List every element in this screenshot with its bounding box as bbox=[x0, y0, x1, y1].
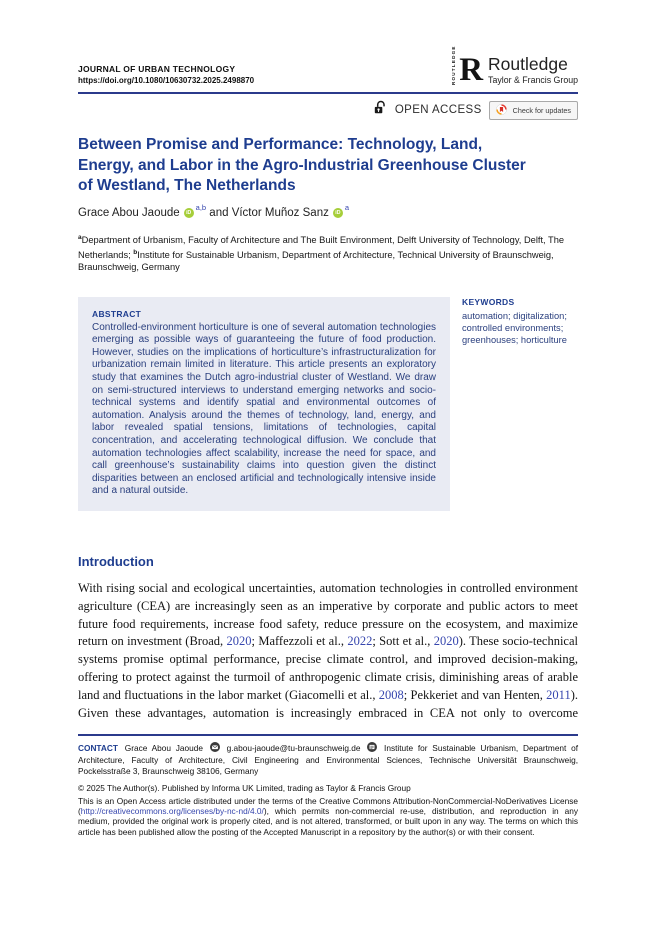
intro-text: ; Sott et al., bbox=[372, 634, 434, 649]
article-title-line: of Westland, The Netherlands bbox=[78, 177, 296, 194]
section-heading-introduction: Introduction bbox=[78, 553, 154, 569]
keywords-heading: KEYWORDS bbox=[462, 296, 515, 307]
footnote-area bbox=[78, 734, 578, 837]
open-access-lock-icon bbox=[374, 100, 386, 120]
citation-link[interactable]: 2008 bbox=[378, 687, 404, 702]
author-affiliation-sup: a,b bbox=[195, 202, 207, 212]
contact-block bbox=[78, 742, 578, 777]
abstract-heading: ABSTRACT bbox=[92, 308, 142, 319]
copyright-line: © 2025 The Author(s). Published by Informa UK Limited, trading as Taylor & Francis Group bbox=[78, 783, 411, 794]
abstract-text: Controlled-environment horticulture is one of several automation technologies emerging as possible ways of guaranteeing the future of food production. However, studies on the implications of horticulture’s infrastructuralization for urbanization remain limited in literature. This article presents an exploratory study that examines the Dutch agro-industrial cluster of Westland. We draw on semi-structured interviews to understand emerging networks and socio-technical systems and identify spatial and environmental outcomes of automation. Analysis around the themes of technology, land, energy, and labor revealed spatial tensions, limitations of technologies, capital concentration, and accelerating technological diffusion. We conclude that automation technologies affect scalability, increase the need for space, and call greenhouse’s sustainability claims into question given the distinct disparities between an enclosed artificial and technologically intensive inside and a natural outside. bbox=[92, 321, 436, 497]
article-title-line: Energy, and Labor in the Agro-Industrial Greenhouse Cluster bbox=[78, 156, 526, 174]
license-url[interactable]: http://creativecommons.org/licenses/by-nc-nd/4.0/ bbox=[80, 805, 264, 816]
doi-link[interactable]: https://doi.org/10.1080/10630732.2025.2498870 bbox=[78, 76, 255, 85]
citation-link[interactable]: 2011 bbox=[546, 687, 571, 702]
citation-link[interactable]: 2020 bbox=[433, 634, 459, 649]
article-title-line: Between Promise and Performance: Technology, Land, bbox=[78, 136, 483, 153]
author-affiliation-sup: a bbox=[344, 202, 350, 212]
affiliation-b: Institute for Sustainable Urbanism, Department of Architecture, Technical University of Braunschweig, Braunschweig, Germany bbox=[78, 250, 554, 272]
open-access-label: OPEN ACCESS bbox=[394, 104, 482, 116]
affiliation-sup-b: b bbox=[133, 249, 138, 257]
journal-name: JOURNAL OF URBAN TECHNOLOGY bbox=[78, 64, 236, 74]
crossmark-icon bbox=[496, 104, 507, 117]
license-block bbox=[78, 796, 578, 838]
intro-text: ). These socio-technical systems promise optimal performance, precise climate control, and improved decision-making, offering to protect against the turmoil of anthropogenic climate crisis, diminishing areas of arable land and fluctuations in the labor market (Giacomelli et al., bbox=[78, 634, 578, 702]
routledge-logo bbox=[451, 45, 578, 88]
affiliations bbox=[78, 232, 578, 273]
routledge-r-mark: R bbox=[459, 51, 484, 88]
access-row bbox=[78, 101, 578, 119]
citation-link[interactable]: 2022 bbox=[347, 634, 373, 649]
article-title bbox=[78, 135, 578, 197]
contact-address: Institute for Sustainable Urbanism, Department of Architecture, Faculty of Architecture, Civil Engineering and Environmental Sciences, Technische Universität Braunschweig, Pockelsstraße 3, Braunschweig 38106, Germany bbox=[78, 743, 579, 777]
abstract-box bbox=[78, 297, 450, 511]
affiliation-sup-a: a bbox=[78, 234, 82, 242]
orcid-icon[interactable]: iD bbox=[184, 208, 194, 218]
keywords-column bbox=[462, 297, 578, 511]
author-name: Grace Abou Jaoude bbox=[78, 206, 180, 219]
journal-meta bbox=[78, 64, 254, 85]
authors-joiner: and bbox=[206, 206, 232, 219]
license-text: ), which permits non-commercial re-use, distribution, and reproduction in any medium, provided the original work is properly cited, and is not altered, transformed, or built upon in any way. The terms on which this article has been published allow the posting of the Accepted Manuscript in a repository by the author(s) or with their consent. bbox=[78, 805, 578, 837]
orcid-icon[interactable]: iD bbox=[333, 208, 343, 218]
license-text: This is an Open Access article distributed under the terms of the Creative Commons Attribution-NonCommercial-NoDerivatives License ( bbox=[78, 795, 578, 816]
publisher-wordmark bbox=[488, 55, 578, 84]
publisher-group: Taylor & Francis Group bbox=[488, 74, 578, 85]
intro-text: ). Given these advantages, automation is increasingly embraced in CEA not only to overcome bbox=[78, 687, 578, 720]
contact-label: CONTACT bbox=[78, 743, 118, 754]
check-for-updates-button[interactable] bbox=[489, 101, 578, 120]
check-for-updates-label: Check for updates bbox=[512, 105, 571, 115]
intro-text: With rising social and ecological uncertainties, automation technologies in controlled environment agriculture (CEA) are increasingly seen as an imperative by corporate and public actors to meet future food requirements, increase food safety, reduce pressure on the ecosystem, and maximize return on investment (Broad, bbox=[78, 580, 578, 649]
email-icon bbox=[210, 742, 220, 755]
intro-text: ; Maffezzoli et al., bbox=[251, 634, 348, 649]
citation-link[interactable]: 2020 bbox=[226, 634, 252, 649]
routledge-vertical-text: ROUTLEDGE bbox=[451, 45, 457, 85]
intro-text: ; Pekkeriet and van Henten, bbox=[403, 687, 547, 702]
author-name: Víctor Muñoz Sanz bbox=[231, 206, 329, 219]
affiliation-a: Department of Urbanism, Faculty of Architecture and The Built Environment, Delft University of Technology, Delft, The Netherlands; bbox=[78, 235, 565, 261]
publisher-name: Routledge bbox=[488, 54, 568, 75]
header-divider bbox=[78, 92, 578, 94]
masthead bbox=[78, 45, 578, 88]
keywords-text: automation; digitalization; controlled environments; greenhouses; horticulture bbox=[462, 310, 567, 345]
address-icon bbox=[367, 742, 377, 755]
author-line bbox=[78, 204, 578, 219]
introduction-paragraph bbox=[78, 580, 578, 722]
contact-name: Grace Abou Jaoude bbox=[124, 743, 204, 754]
contact-email[interactable]: g.abou-jaoude@tu-braunschweig.de bbox=[226, 743, 361, 754]
abstract-keywords-row bbox=[78, 297, 578, 511]
